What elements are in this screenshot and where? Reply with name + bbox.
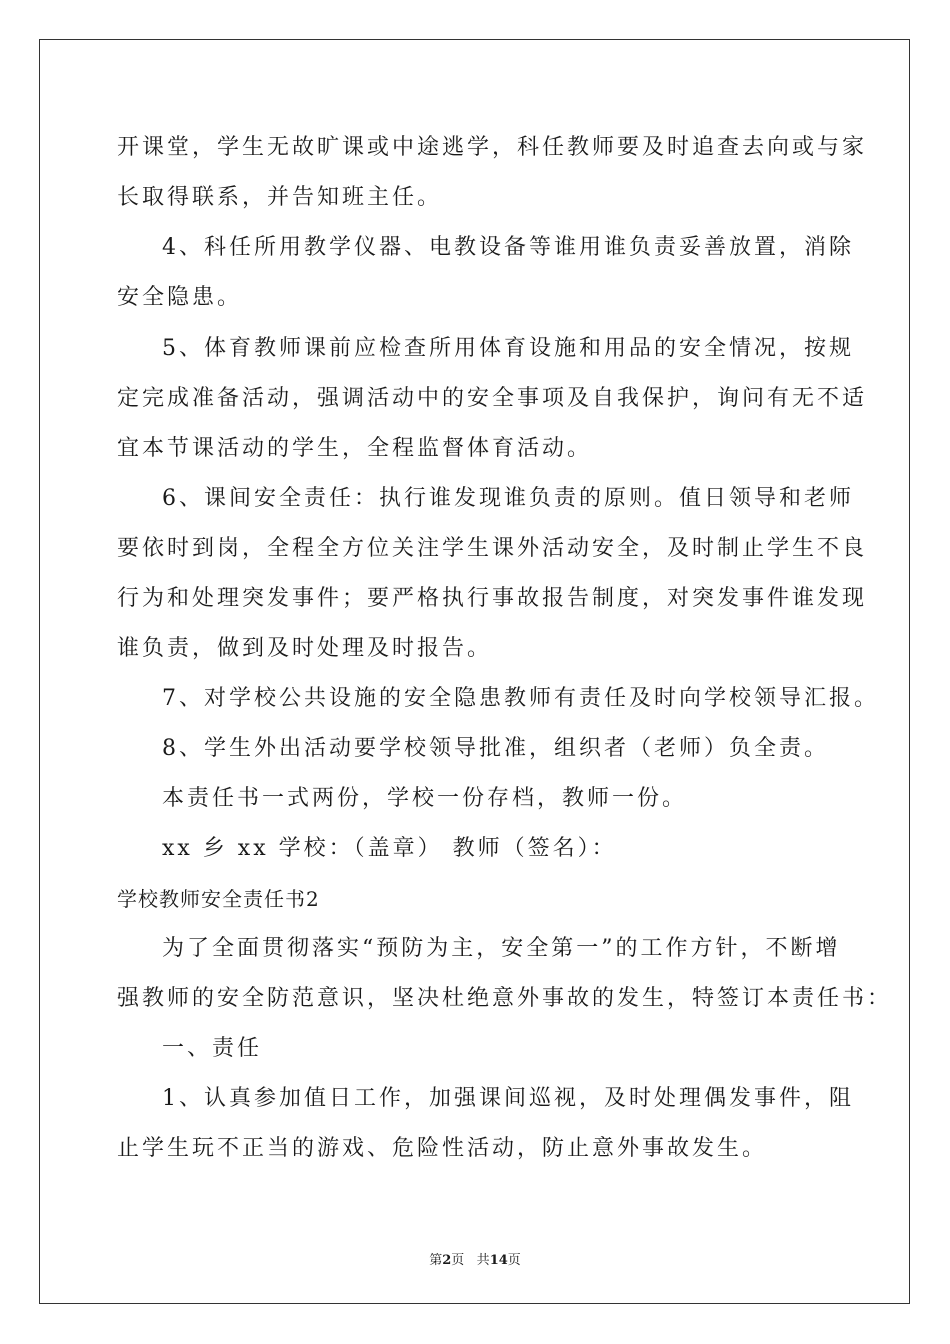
text-line: 宜本节课活动的学生，全程监督体育活动。 (117, 436, 593, 461)
page-prefix: 第 (429, 1253, 443, 1268)
section-heading: 学校教师安全责任书2 (117, 887, 320, 911)
paragraph-item-6: 6、课间安全责任：执行谁发现谁负责的原则。值日领导和老师 (162, 486, 854, 511)
text-line: 定完成准备活动，强调活动中的安全事项及自我保护，询问有无不适 (117, 386, 868, 411)
subheading-responsibility: 一、责任 (162, 1036, 263, 1061)
paragraph-item-4: 4、科任所用教学仪器、电教设备等谁用谁负责妥善放置，消除 (162, 235, 854, 260)
paragraph-item-7: 7、对学校公共设施的安全隐患教师有责任及时向学校领导汇报。 (162, 686, 879, 711)
total-pages: 14 (489, 1253, 508, 1268)
page-footer (0, 1249, 950, 1268)
text-line: 强教师的安全防范意识，坚决杜绝意外事故的发生，特签订本责任书： (117, 986, 893, 1011)
total-suffix: 页 (507, 1253, 521, 1268)
text-line: 谁负责，做到及时处理及时报告。 (117, 636, 493, 661)
text-line: 安全隐患。 (117, 285, 243, 310)
text-line: 行为和处理突发事件；要严格执行事故报告制度，对突发事件谁发现 (117, 586, 868, 611)
page-number: 2 (442, 1253, 452, 1268)
signature-line: xx 乡 xx 学校：（盖章） 教师（签名）： (162, 836, 617, 861)
total-prefix: 共 (476, 1253, 490, 1268)
paragraph-copies: 本责任书一式两份，学校一份存档，教师一份。 (162, 786, 688, 811)
paragraph-item-5: 5、体育教师课前应检查所用体育设施和用品的安全情况，按规 (162, 336, 854, 361)
paragraph-item-8: 8、学生外出活动要学校领导批准，组织者（老师）负全责。 (162, 736, 829, 761)
text-line: 开课堂，学生无故旷课或中途逃学，科任教师要及时追查去向或与家 (117, 135, 868, 160)
page-border (39, 39, 910, 1304)
paragraph-item-1: 1、认真参加值日工作，加强课间巡视，及时处理偶发事件，阻 (162, 1086, 854, 1111)
text-line: 止学生玩不正当的游戏、危险性活动，防止意外事故发生。 (117, 1136, 768, 1161)
page-suffix: 页 (451, 1253, 465, 1268)
text-line: 长取得联系，并告知班主任。 (117, 185, 443, 210)
paragraph-intro: 为了全面贯彻落实“预防为主，安全第一”的工作方针，不断增 (162, 936, 841, 961)
text-line: 要依时到岗，全程全方位关注学生课外活动安全，及时制止学生不良 (117, 536, 868, 561)
